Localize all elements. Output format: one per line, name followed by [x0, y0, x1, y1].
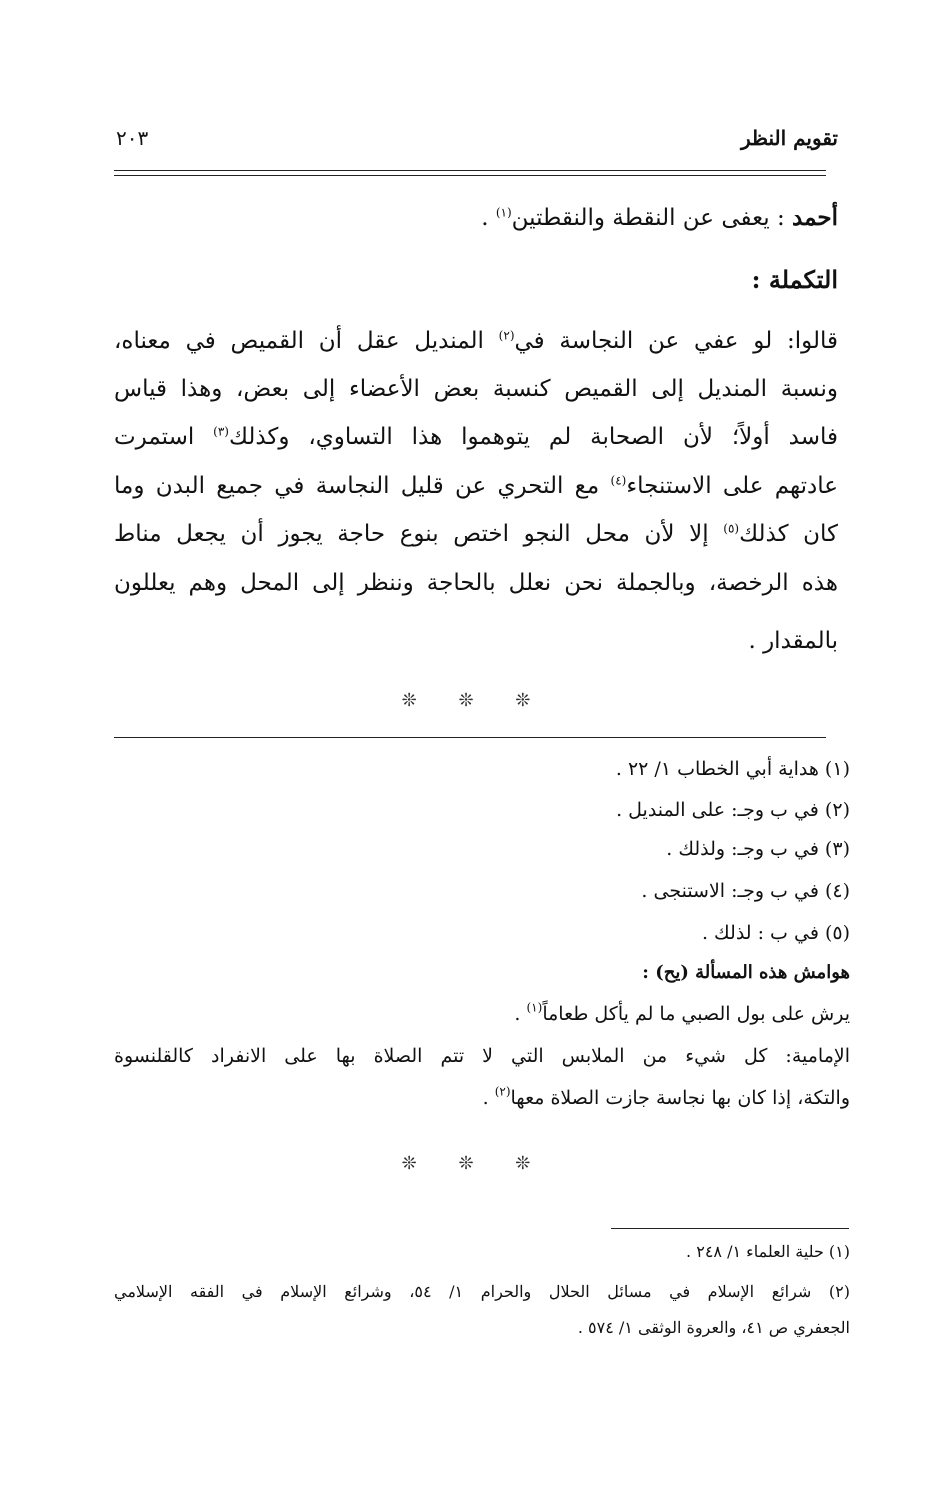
paragraph-5-b: إلا لأن محل النجو اختص بنوع حاجة يجوز أن يجعل مناط [114, 521, 724, 547]
footnote-ref-3: (٣) [213, 424, 229, 439]
note-4: (٤) في ب وجـ: الاستنجى . [641, 880, 850, 902]
paragraph-3-b: استمرت [114, 424, 214, 450]
section-separator-2: ❊ ❊ ❊ [401, 1153, 549, 1174]
footnote-rule [611, 1228, 849, 1229]
header-rule-top [114, 170, 826, 171]
paragraph-line-3 [114, 424, 838, 450]
hawamish-line-1 [514, 1000, 850, 1025]
running-title: تقويم النظر [741, 126, 838, 150]
section-separator-1: ❊ ❊ ❊ [401, 690, 549, 711]
footnote-ref-1: (١) [495, 205, 512, 220]
section-heading: التكملة : [751, 265, 838, 294]
paragraph-line-4 [114, 473, 838, 499]
paragraph-line-6: هذه الرخصة، وبالجملة نحن نعلل بالحاجة وننظر إلى المحل وهم يعللون [114, 570, 838, 596]
paragraph-4-a: عادتهم على الاستنجاء [626, 473, 838, 499]
footnote-ref-5: (٥) [723, 521, 740, 536]
footnote-ref-4: (٤) [610, 473, 627, 488]
footnote-1: (١) حلية العلماء ١/ ٢٤٨ . [686, 1242, 850, 1261]
footnote-ref-2: (٢) [498, 328, 515, 343]
hawamish-1-a: يرش على بول الصبي ما لم يأكل طعاماً [542, 1003, 850, 1025]
imamiyya-line-1: الإمامية: كل شيء من الملابس التي لا تتم الصلاة بها على الانفراد كالقلنسوة [114, 1045, 850, 1067]
ahmad-label: أحمد [792, 204, 838, 231]
paragraph-line-7: بالمقدار . [748, 628, 838, 654]
ahmad-end: . [481, 205, 496, 231]
imamiyya-2-a: والتكة، إذا كان بها نجاسة جازت الصلاة معها [510, 1087, 850, 1109]
paragraph-4-b: مع التحري عن قليل النجاسة في جميع البدن وما [114, 473, 611, 499]
page-number: ٢٠٣ [116, 126, 149, 150]
imamiyya-line-2 [482, 1084, 850, 1109]
paragraph-1-b: المنديل عقل أن القميص في معناه، [114, 328, 499, 354]
hawamish-1-b: . [514, 1003, 527, 1025]
hawamish-ref-1: (١) [526, 1000, 543, 1015]
ahmad-text: : يعفى عن النقطة والنقطتين [511, 205, 793, 231]
paragraph-line-1 [114, 328, 838, 354]
note-5: (٥) في ب : لذلك . [701, 922, 850, 944]
ahmad-line [481, 204, 838, 231]
paragraph-line-2: ونسبة المنديل إلى القميص كنسبة بعض الأعضاء إلى بعض، وهذا قياس [114, 376, 838, 402]
paragraph-line-5 [114, 521, 838, 547]
paragraph-1-a: قالوا: لو عفي عن النجاسة في [514, 328, 838, 354]
footnote-2-line-1: (٢) شرائع الإسلام في مسائل الحلال والحرام ١/ ٥٤، وشرائع الإسلام في الفقه الإسلامي [114, 1282, 851, 1301]
note-1: (١) هداية أبي الخطاب ١/ ٢٢ . [615, 758, 850, 780]
paragraph-5-a: كان كذلك [739, 521, 838, 547]
paragraph-3-a: فاسد أولاً؛ لأن الصحابة لم يتوهموا هذا التساوي، وكذلك [228, 424, 838, 450]
note-2: (٢) في ب وجـ: على المنديل . [616, 799, 850, 821]
note-3: (٣) في ب وجـ: ولذلك . [666, 838, 850, 860]
notes-divider [114, 737, 826, 738]
footnote-2-line-2: الجعفري ص ٤١، والعروة الوثقى ١/ ٥٧٤ . [577, 1318, 850, 1337]
imamiyya-ref-2: (٢) [494, 1084, 511, 1099]
header-rule-bottom [114, 175, 826, 176]
hawamish-heading: هوامش هذه المسألة (يح) : [642, 962, 850, 983]
imamiyya-2-b: . [482, 1087, 495, 1109]
